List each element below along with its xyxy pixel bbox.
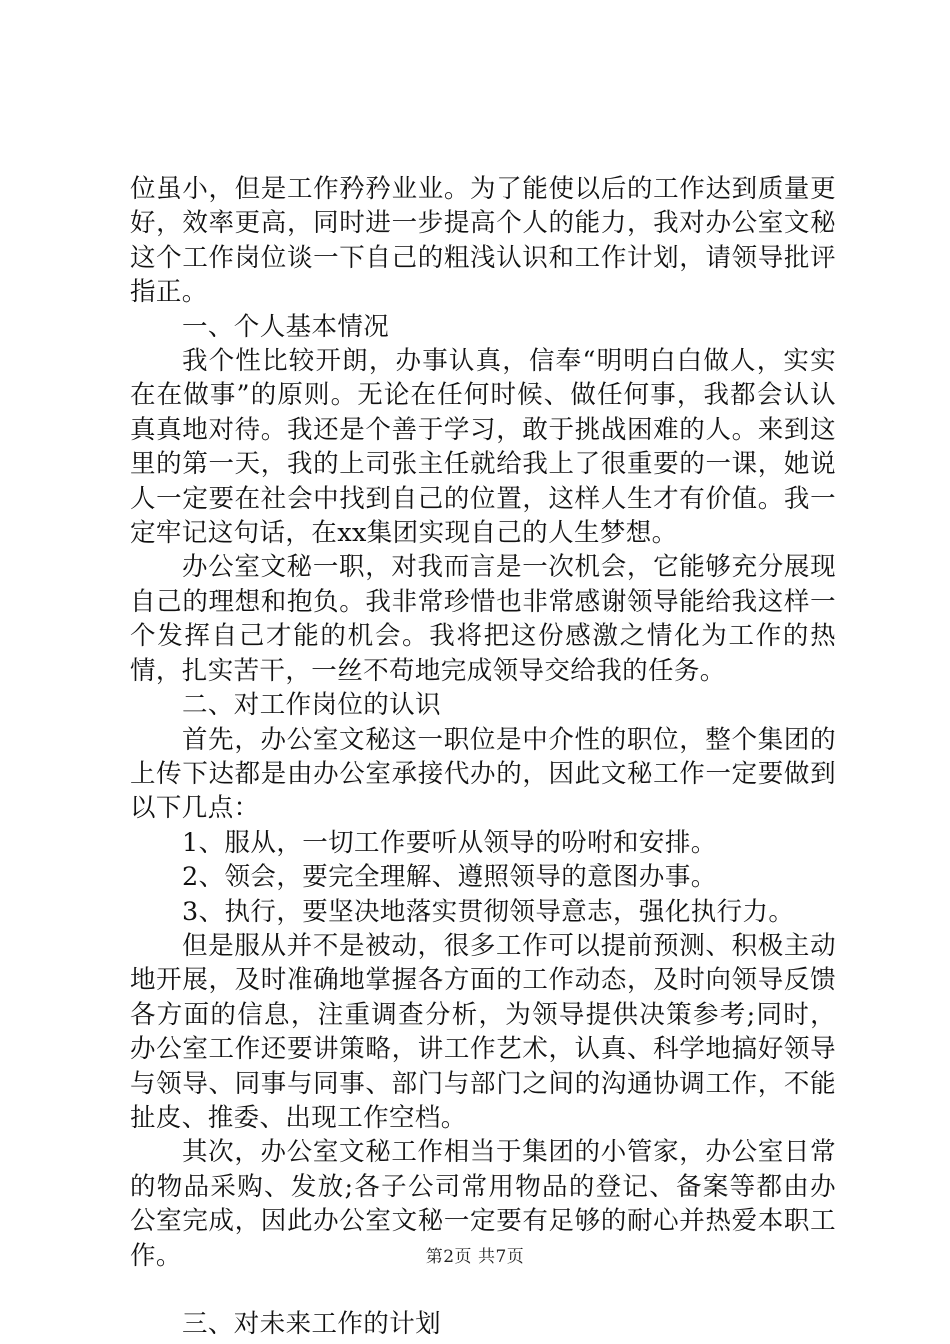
paragraph-intro: 位虽小，但是工作矜矜业业。为了能使以后的工作达到质量更好，效率更高，同时进一步提高个人的能力，我对办公室文秘这个工作岗位谈一下自己的粗浅认识和工作计划，请领导批评指正。 — [130, 174, 836, 308]
page-number-footer: 第2页 共7页 — [425, 1247, 525, 1267]
paragraph-proactive: 但是服从并不是被动，很多工作可以提前预测、积极主动地开展，及时准确地掌握各方面的工作动态，及时向领导反馈各方面的信息，注重调查分析，为领导提供决策参考;同时，办公室工作还要讲策略，讲工作艺术，认真、科学地搞好领导与领导、同事与同事、部门与部门之间的沟通协调工作，不能扯皮、推委、出现工作空档。 — [130, 930, 836, 1133]
paragraph-intermediary-role: 首先，办公室文秘这一职位是中介性的职位，整个集团的上传下达都是由办公室承接代办的，因此文秘工作一定要做到以下几点： — [130, 724, 836, 824]
paragraph-gap — [130, 1273, 836, 1307]
list-item-execute: 3、执行，要坚决地落实贯彻领导意志，强化执行力。 — [182, 896, 795, 927]
heading-job-understanding: 二、对工作岗位的认识 — [182, 690, 442, 721]
paragraph-opportunity: 办公室文秘一职，对我而言是一次机会，它能够充分展现自己的理想和抱负。我非常珍惜也非常感谢领导能给我这样一个发挥自己才能的机会。我将把这份感激之情化为工作的热情，扎实苦干，一丝不苟地完成领导交给我的任务。 — [130, 552, 836, 686]
document-body — [130, 172, 836, 1341]
paragraph-personality: 我个性比较开朗，办事认真，信奉“明明白白做人，实实在在做事”的原则。无论在任何时候、做任何事，我都会认认真真地对待。我还是个善于学习，敢于挑战困难的人。来到这里的第一天，我的上司张主任就给我上了很重要的一课，她说人一定要在社会中找到自己的位置，这样人生才有价值。我一定牢记这句话，在xx集团实现自己的人生梦想。 — [130, 346, 836, 549]
heading-personal-info: 一、个人基本情况 — [182, 311, 390, 342]
list-item-comprehend: 2、领会，要完全理解、遵照领导的意图办事。 — [182, 862, 717, 893]
list-item-obey: 1、服从，一切工作要听从领导的吩咐和安排。 — [182, 827, 717, 858]
heading-future-plan: 三、对未来工作的计划 — [182, 1309, 442, 1339]
paragraph-housekeeper: 其次，办公室文秘工作相当于集团的小管家，办公室日常的物品采购、发放;各子公司常用物品的登记、备案等都由办公室完成，因此办公室文秘一定要有足够的耐心并热爱本职工作。 — [130, 1137, 836, 1271]
